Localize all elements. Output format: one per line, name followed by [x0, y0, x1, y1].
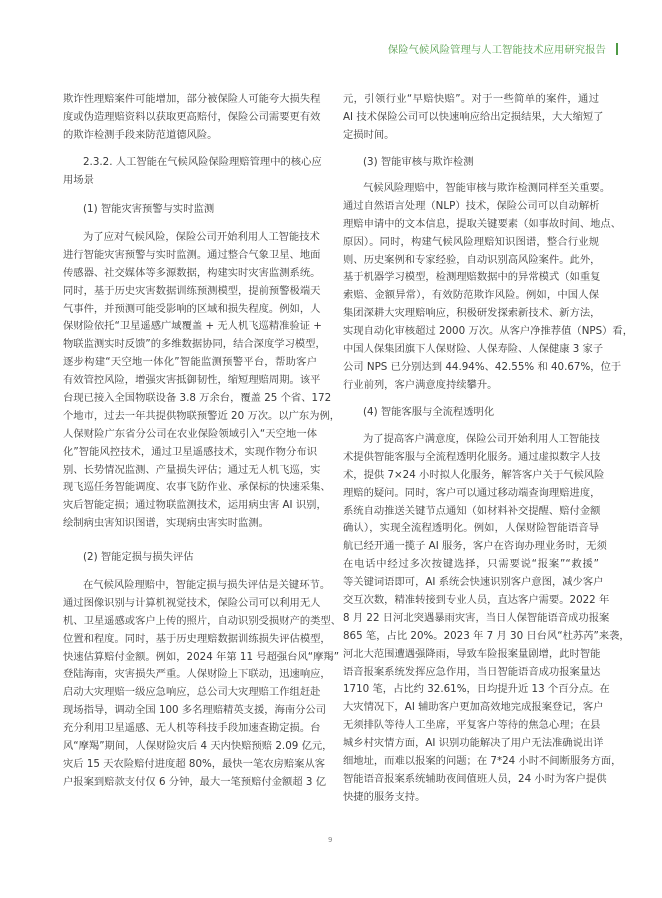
text-line: 在电话中经过多次按键选择，只需要说“报案”“救援” [343, 558, 599, 571]
text-line: 绘制病虫害知识图谱，实现病虫害实时监测。 [63, 517, 269, 530]
text-line: 有效管控风险，增强灾害抵御韧性，缩短理赔周期。该平 [63, 374, 321, 387]
paragraph [63, 577, 342, 792]
text-line: 快捷的服务支持。 [343, 790, 426, 803]
text-line: 细地址，而难以报案的问题；在 7*24 小时不间断服务方面， [343, 755, 622, 768]
text-line: 公司 NPS 已分别达到 44.94%、42.55% 和 40.67%，位于 [343, 360, 622, 373]
text-line: 城乡村灾情方面，AI 识别功能解决了用户无法准确说出详 [343, 737, 604, 750]
text-line: 通过自然语言处理（NLP）技术，保险公司可以自动解析 [343, 199, 600, 212]
paragraph [343, 431, 630, 807]
text-line: 气事件，并预测可能受影响的区域和损失程度。例如，人 [63, 302, 321, 315]
text-line: (2) 智能定损与损失评估 [83, 551, 194, 563]
text-line: (4) 智能客服与全流程透明化 [363, 406, 495, 418]
subheading [343, 404, 599, 422]
text-line: 启动大灾理赔一级应急响应，总公司大灾理赔工作组赶赴 [63, 686, 321, 699]
paragraph [63, 229, 341, 533]
text-line: 在气候风险理赔中，智能定损与损失评估是关键环节。 [83, 579, 331, 591]
text-line: 度或伪造理赔资料以获取更高赔付，保险公司需要更有效 [63, 110, 321, 123]
paragraph [343, 91, 604, 145]
text-line: 气候风险理赔中，智能审核与欺诈检测同样至关重要。 [363, 182, 611, 194]
text-line: 1710 笔，占比约 32.61%，日均提升近 13 个百分点。在 [343, 683, 610, 696]
text-line: 位置和程度。同时，基于历史理赔数据训练损失评估模型， [63, 632, 331, 645]
text-line: 为了应对气候风险，保险公司开始利用人工智能技术 [83, 231, 320, 243]
text-line: 原因）。同时，构建气候风险理赔知识图谱，整合行业规 [343, 235, 599, 248]
text-line: 确认），实现全流程透明化。例如，人保财险智能语音导 [343, 522, 599, 535]
page-number: 9 [328, 836, 333, 844]
text-line: 8 月 22 日河北突遇暴雨灾害，当日人保智能语音成功报案 [343, 611, 610, 624]
text-line: 现场指导，调动全国 100 多名理赔精英支援，海南分公司 [63, 704, 327, 717]
text-line: 户报案到赔款支付仅 6 分钟，最大一笔预赔付金额超 3 亿 [63, 775, 327, 788]
text-line: 集团深耕大灾理赔响应，积极研发探索新技术、新方法， [343, 307, 601, 320]
text-line: 智能语音报案系统辅助夜间值班人员，24 小时为客户提供 [343, 772, 607, 785]
section-heading [63, 154, 322, 190]
text-line: 理赔申请中的文本信息，提取关键要素（如事故时间、地点、 [343, 217, 622, 230]
header-accent-bar [616, 43, 618, 55]
text-line: (3) 智能审核与欺诈检测 [363, 156, 474, 168]
report-header-title: 保险气候风险管理与人工智能技术应用研究报告 [387, 45, 606, 56]
text-line: 索赔、金额异常），有效防范欺诈风险。例如，中国人保 [343, 289, 599, 302]
subheading [343, 154, 599, 172]
text-line: 元，引领行业“早赔快赔”。对于一些简单的案件，通过 [343, 93, 599, 105]
text-line: 航已经开通一揽子 AI 服务，客户在咨询办理业务时，无须 [343, 540, 607, 553]
paragraph [343, 180, 634, 395]
text-line: 理赔的疑问。同时，客户可以通过移动端查询理赔进度， [343, 486, 601, 499]
text-line: 实现自动化审核超过 2000 万次。从客户净推荐值（NPS）看， [343, 325, 634, 338]
text-line: 欺诈性理赔案件可能增加，部分被保险人可能夸大损失程 [63, 93, 321, 105]
text-line: 保财险依托“卫星遥感广域覆盖 + 无人机飞巡精准验证 + [63, 320, 322, 333]
text-line: 台现已接入全国物联设备 3.8 万余台，覆盖 25 个省、172 [63, 392, 332, 405]
text-line: 术提供智能客服与全流程透明化服务。通过虚拟数字人技 [343, 450, 601, 463]
text-line: 灾后 15 天农险赔付进度超 80%，最快一笔农房赔案从客 [63, 757, 326, 770]
text-line: AI 技术保险公司可以快速响应给出定损结果，大大缩短了 [343, 110, 604, 123]
paragraph [63, 91, 321, 145]
text-line: 系统自动推送关键节点通知（如材料补交提醒、赔付金额 [343, 504, 601, 517]
text-line: 风“摩羯”期间，人保财险灾后 4 天内快赔预赔 2.09 亿元， [63, 740, 333, 753]
text-line: 则、历史案例和专家经验，自动识别高风险案件。此外， [343, 253, 601, 266]
subheading [63, 549, 317, 567]
text-line: (1) 智能灾害预警与实时监测 [83, 203, 215, 215]
text-line: 充分利用卫星遥感、无人机等科技手段加速查勘定损。台 [63, 722, 321, 735]
text-line: 大灾情况下，AI 辅助客户更加高效地完成报案登记，客户 [343, 701, 604, 714]
text-line: 个地市，过去一年共提供物联预警近 20 万次。以广东为例， [63, 409, 341, 422]
text-line: 交互次数，精准转接到专业人员，直达客户需要。2022 年 [343, 594, 610, 607]
text-line: 为了提高客户满意度，保险公司开始利用人工智能技 [363, 433, 600, 445]
text-line: 的欺诈检测手段来防范道德风险。 [63, 128, 218, 141]
text-line: 化”智能风控技术，通过卫星遥感技术，实现作物分布识 [63, 445, 317, 458]
text-line: 灾后智能定损；通过物联监测技术，运用病虫害 AI 识别， [63, 499, 327, 512]
text-line: 机、卫星遥感或客户上传的照片，自动识别受损财产的类型、 [63, 614, 342, 627]
text-line: 用场景 [63, 173, 94, 186]
text-line: 2.3.2. 人工智能在气候风险保险理赔管理中的核心应 [83, 156, 322, 168]
subheading [63, 201, 317, 219]
text-line: 中国人保集团旗下人保财险、人保寿险、人保健康 3 家子 [343, 343, 604, 356]
text-line: 别、长势情况监测、产量损失评估；通过无人机飞巡，实 [63, 463, 321, 476]
text-line: 传感器、社交媒体等多源数据，构建实时灾害监测系统。 [63, 266, 321, 279]
text-line: 等关键词语即可，AI 系统会快速识别客户意图，减少客户 [343, 576, 604, 589]
text-line: 术，提供 7×24 小时拟人化服务，解答客户关于气候风险 [343, 468, 605, 481]
text-line: 基于机器学习模型，检测理赔数据中的异常模式（如重复 [343, 271, 601, 284]
text-line: 现飞巡任务智能调度、农事飞防作业、承保标的快速采集、 [63, 481, 331, 494]
text-line: 定损时间。 [343, 128, 395, 141]
text-line: 同时，基于历史灾害数据训练预测模型，提前预警极端天 [63, 284, 321, 297]
text-line: 进行智能灾害预警与实时监测。通过整合气象卫星、地面 [63, 248, 321, 261]
text-line: 语音报案系统发挥应急作用，当日智能语音成功报案量达 [343, 665, 601, 678]
text-line: 行业前列，客户满意度持续攀升。 [343, 378, 498, 391]
text-line: 865 笔，占比 20%。2023 年 7 月 30 日台风“杜苏芮”来袭， [343, 629, 630, 642]
text-line: 河北大范围遭遇强降雨，导致车险报案量剧增，此时智能 [343, 647, 601, 660]
text-line: 无须排队等待人工坐席，平复客户等待的焦急心理；在县 [343, 719, 601, 732]
text-line: 登陆海南，灾害损失严重。人保财险上下联动，迅速响应， [63, 668, 331, 681]
text-line: 快速估算赔付金额。例如，2024 年第 11 号超强台风“摩羯” [63, 650, 340, 663]
text-line: 通过图像识别与计算机视觉技术，保险公司可以利用无人 [63, 596, 321, 609]
text-line: 逐步构建“天空地一体化”智能监测预警平台，帮助客户 [63, 356, 317, 369]
text-line: 人保财险广东省分公司在农业保险领域引入“天空地一体 [63, 427, 317, 440]
text-line: 物联监测实时反馈”的多维数据协同，结合深度学习模型， [63, 338, 326, 351]
